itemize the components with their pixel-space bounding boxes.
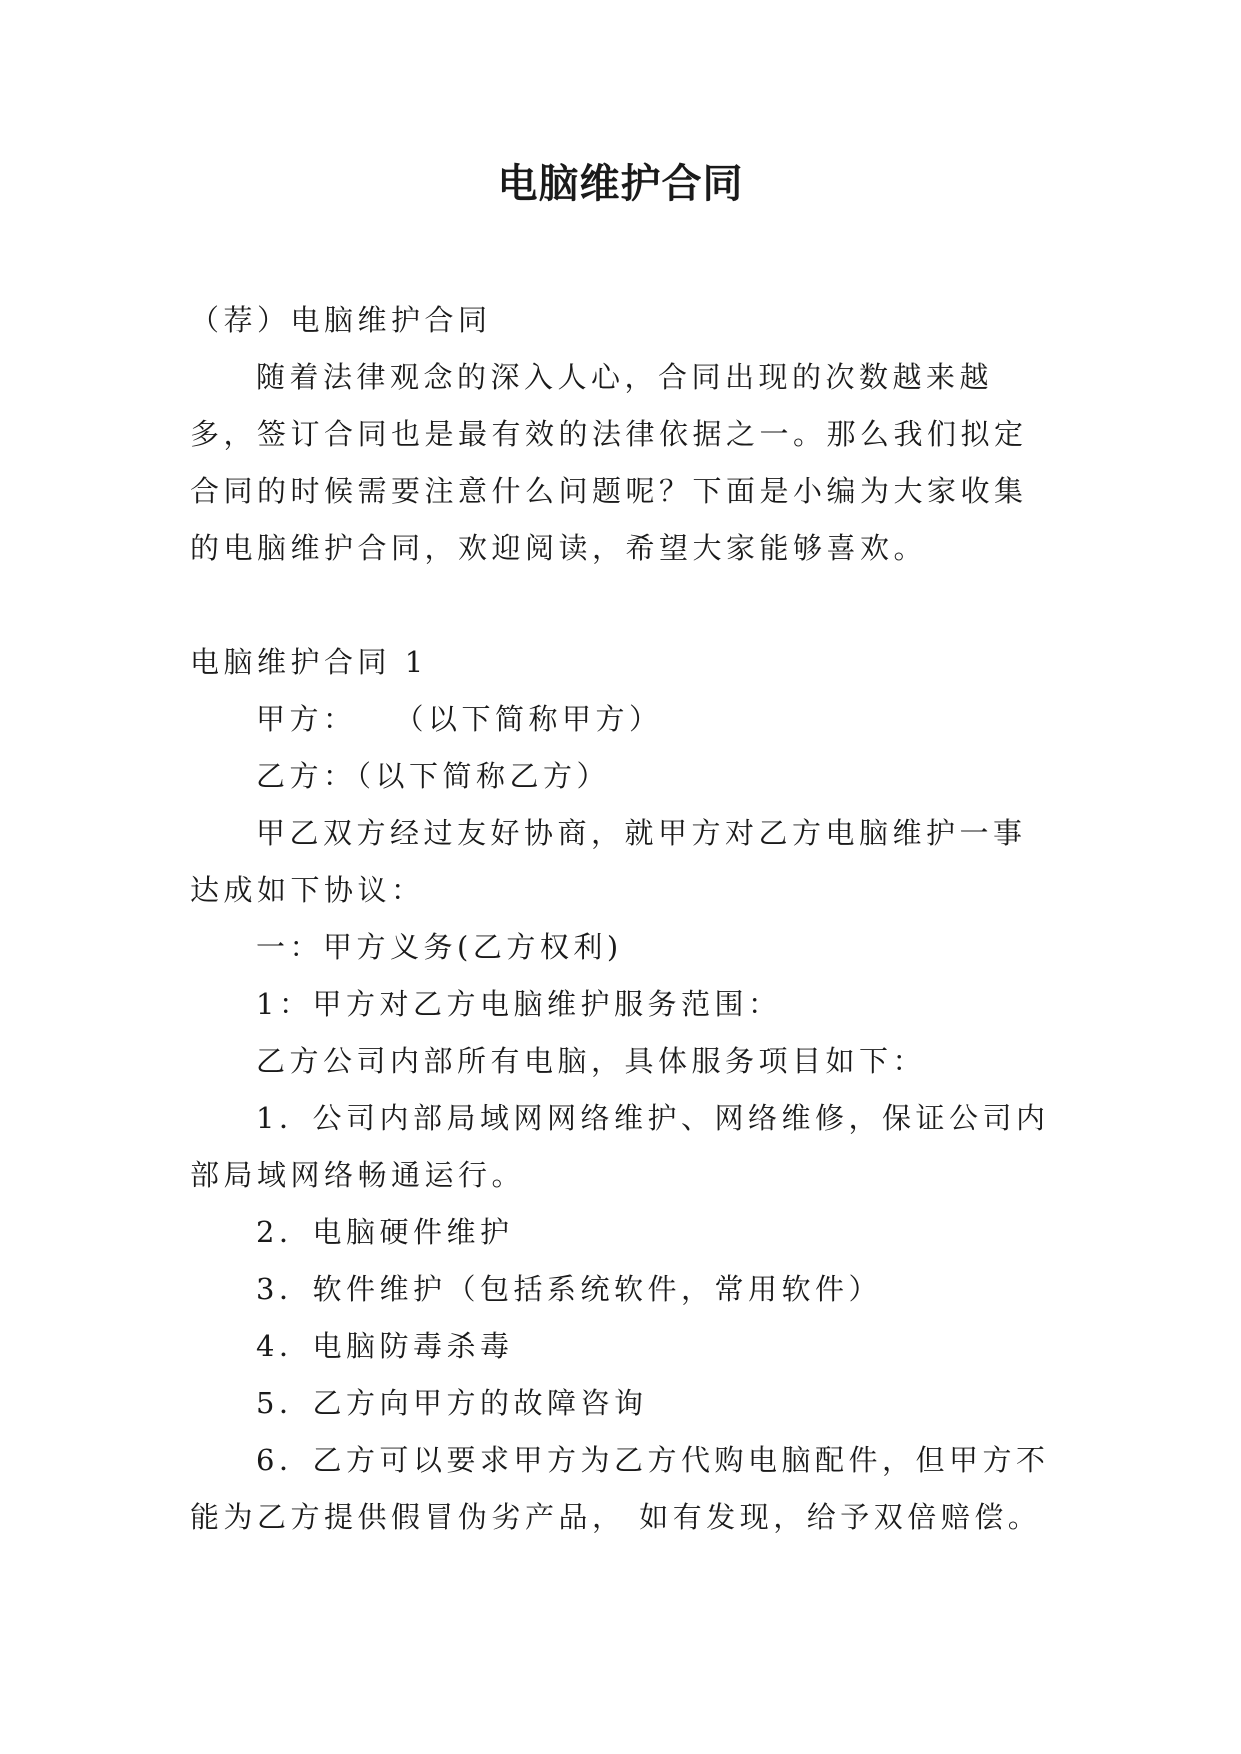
list-item: 2．电脑硬件维护 xyxy=(256,1215,514,1249)
list-item: 3．软件维护（包括系统软件，常用软件） xyxy=(256,1272,882,1306)
list-item: 5．乙方向甲方的故障咨询 xyxy=(256,1386,648,1420)
clause-heading: 一：甲方义务(乙方权利) xyxy=(256,930,623,964)
scope-paragraph: 乙方公司内部所有电脑，具体服务项目如下： xyxy=(256,1044,927,1078)
list-item: 1．公司内部局域网网络维护、网络维修，保证公司内部局域网络畅通运行。 xyxy=(190,1101,1050,1192)
section-heading: 电脑维护合同 1 xyxy=(190,645,428,679)
party-a-line: 甲方： （以下简称甲方） xyxy=(256,702,663,736)
document-title: 电脑维护合同 xyxy=(497,160,744,207)
intro-paragraph: 随着法律观念的深入人心，合同出现的次数越来越多，签订合同也是最有效的法律依据之一。那么我们拟定合同的时候需要注意什么问题呢？下面是小编为大家收集的电脑维护合同，欢迎阅读，希望大家能够喜欢。 xyxy=(190,360,1028,565)
spacer xyxy=(190,577,1050,634)
document-subtitle: （荐）电脑维护合同 xyxy=(190,303,492,337)
list-item: 6．乙方可以要求甲方为乙方代购电脑配件，但甲方不能为乙方提供假冒伪劣产品， 如有发现，给予双倍赔偿。 xyxy=(190,1443,1050,1534)
document-body xyxy=(190,292,1050,1546)
clause-subheading: 1：甲方对乙方电脑维护服务范围： xyxy=(256,987,782,1021)
list-item: 4．电脑防毒杀毒 xyxy=(256,1329,514,1363)
agreement-paragraph: 甲乙双方经过友好协商，就甲方对乙方电脑维护一事达成如下协议： xyxy=(190,816,1027,907)
party-b-line: 乙方：（以下简称乙方） xyxy=(256,759,611,793)
